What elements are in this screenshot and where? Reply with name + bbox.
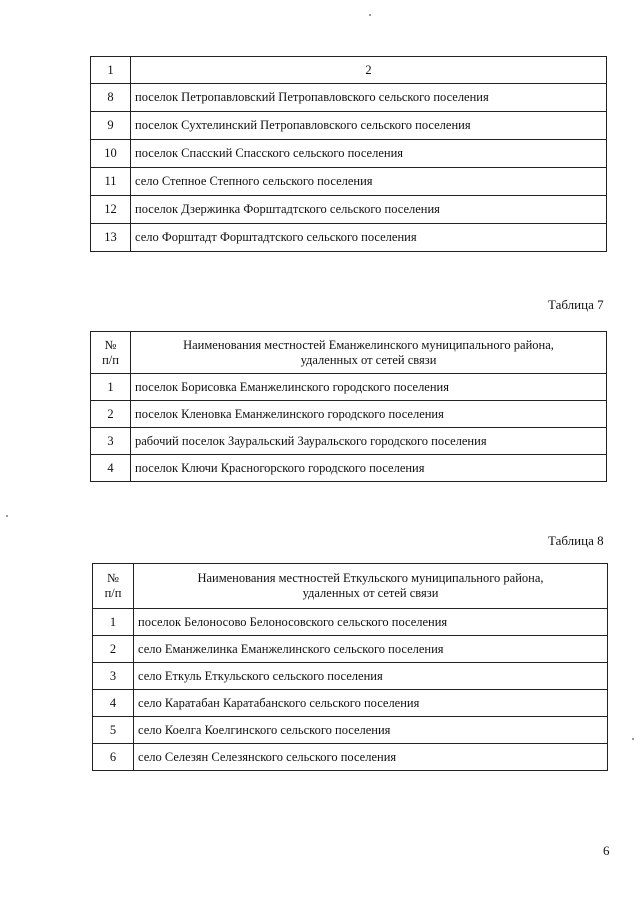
header-name-line2: удаленных от сетей связи bbox=[302, 586, 439, 600]
table-header-row bbox=[93, 564, 608, 609]
table-row bbox=[91, 455, 607, 482]
table-8-caption: Таблица 8 bbox=[548, 533, 604, 548]
table-row bbox=[91, 196, 607, 224]
row-name: село Степное Степного сельского поселения bbox=[131, 168, 607, 196]
table-row bbox=[93, 744, 608, 771]
header-name-line2: удаленных от сетей связи bbox=[300, 352, 437, 367]
column-number-header bbox=[93, 564, 134, 609]
row-number: 1 bbox=[91, 374, 131, 401]
header-number-sign: № bbox=[104, 337, 117, 352]
row-name: село Еткуль Еткульского сельского поселения bbox=[134, 663, 608, 690]
column-name-header: 2 bbox=[131, 57, 607, 84]
column-number-header: 1 bbox=[91, 57, 131, 84]
row-name: рабочий поселок Зауральский Зауральского городского поселения bbox=[131, 428, 607, 455]
row-name: село Еманжелинка Еманжелинского сельского поселения bbox=[134, 636, 608, 663]
row-name: село Каратабан Каратабанского сельского поселения bbox=[134, 690, 608, 717]
table-row bbox=[91, 224, 607, 252]
row-name: поселок Дзержинка Форштадтского сельского поселения bbox=[131, 196, 607, 224]
page-number: 6 bbox=[603, 843, 610, 858]
row-name: поселок Ключи Красногорского городского поселения bbox=[131, 455, 607, 482]
row-number: 2 bbox=[93, 636, 134, 663]
row-number: 9 bbox=[91, 112, 131, 140]
scan-speck bbox=[369, 14, 371, 16]
row-name: поселок Кленовка Еманжелинского городского поселения bbox=[131, 401, 607, 428]
column-name-header bbox=[134, 564, 608, 609]
table-row bbox=[91, 112, 607, 140]
table-row bbox=[91, 428, 607, 455]
header-number-sign: № bbox=[107, 571, 119, 585]
table-row bbox=[91, 84, 607, 112]
header-name-line1: Наименования местностей Еткульского муниципального района, bbox=[197, 571, 544, 585]
table-row bbox=[93, 717, 608, 744]
row-number: 3 bbox=[93, 663, 134, 690]
row-name: поселок Сухтелинский Петропавловского сельского поселения bbox=[131, 112, 607, 140]
row-number: 10 bbox=[91, 140, 131, 168]
table-8 bbox=[92, 563, 608, 771]
row-number: 4 bbox=[93, 690, 134, 717]
row-number: 4 bbox=[91, 455, 131, 482]
row-name: село Коелга Коелгинского сельского поселения bbox=[134, 717, 608, 744]
column-name-header bbox=[131, 332, 607, 374]
row-name: поселок Белоносово Белоносовского сельского поселения bbox=[134, 609, 608, 636]
row-number: 5 bbox=[93, 717, 134, 744]
table-row bbox=[93, 636, 608, 663]
row-number: 8 bbox=[91, 84, 131, 112]
row-number: 12 bbox=[91, 196, 131, 224]
table-row bbox=[93, 663, 608, 690]
row-number: 2 bbox=[91, 401, 131, 428]
row-name: поселок Петропавловский Петропавловского сельского поселения bbox=[131, 84, 607, 112]
row-name: поселок Борисовка Еманжелинского городского поселения bbox=[131, 374, 607, 401]
header-name-line1: Наименования местностей Еманжелинского муниципального района, bbox=[183, 337, 554, 352]
row-number: 13 bbox=[91, 224, 131, 252]
row-name: село Селезян Селезянского сельского поселения bbox=[134, 744, 608, 771]
row-name: поселок Спасский Спасского сельского поселения bbox=[131, 140, 607, 168]
scan-speck bbox=[6, 515, 8, 517]
table-header-row bbox=[91, 57, 607, 84]
table-7-caption: Таблица 7 bbox=[548, 297, 604, 312]
table-row bbox=[91, 401, 607, 428]
header-pp: п/п bbox=[102, 352, 119, 367]
row-number: 11 bbox=[91, 168, 131, 196]
header-pp: п/п bbox=[104, 586, 122, 600]
table-row bbox=[93, 609, 608, 636]
table-row bbox=[91, 168, 607, 196]
table-7 bbox=[90, 331, 607, 482]
row-number: 3 bbox=[91, 428, 131, 455]
table-continuation bbox=[90, 56, 607, 252]
scan-speck bbox=[632, 738, 634, 740]
table-row bbox=[93, 690, 608, 717]
row-number: 1 bbox=[93, 609, 134, 636]
row-number: 6 bbox=[93, 744, 134, 771]
table-header-row bbox=[91, 332, 607, 374]
table-row bbox=[91, 374, 607, 401]
column-number-header bbox=[91, 332, 131, 374]
row-name: село Форштадт Форштадтского сельского поселения bbox=[131, 224, 607, 252]
table-row bbox=[91, 140, 607, 168]
